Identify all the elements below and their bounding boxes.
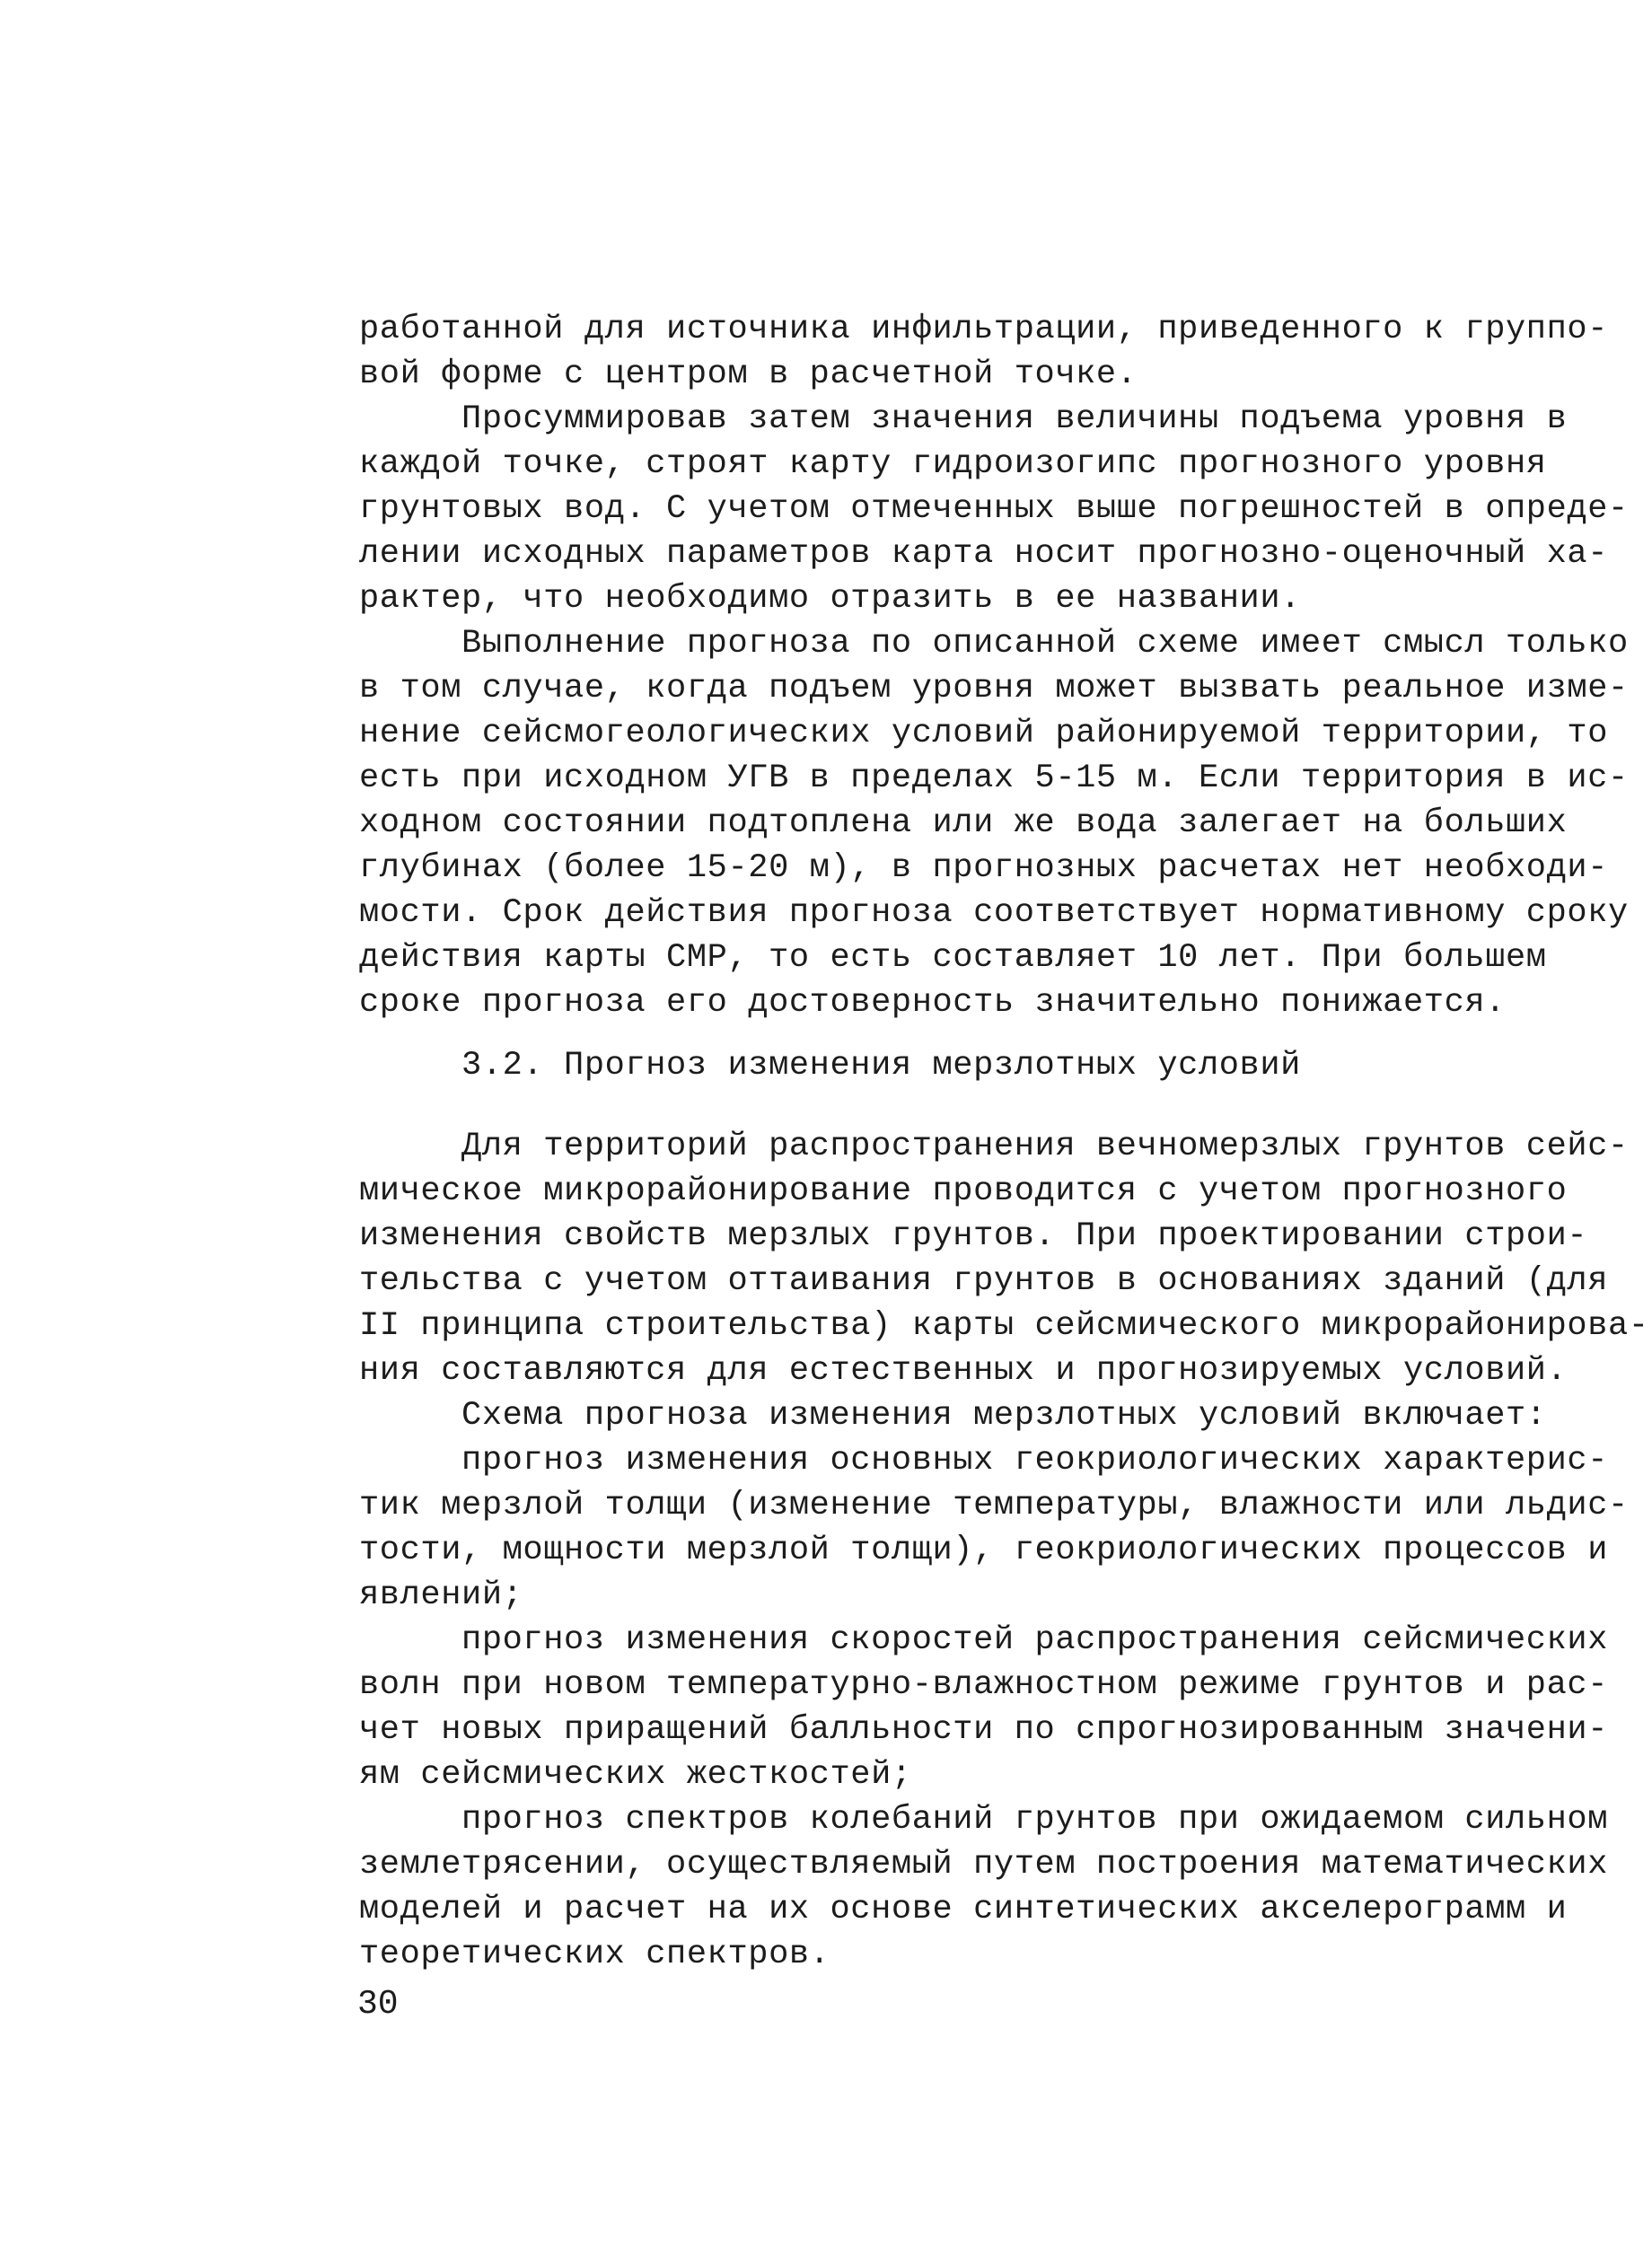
- text-line: Схема прогноза изменения мерзлотных условий включает:: [359, 1397, 1547, 1435]
- section-heading-block: [359, 1043, 1481, 1088]
- text-line: каждой точке, строят карту гидроизогипс прогнозного уровня: [359, 445, 1547, 483]
- text-block-lower: [359, 1124, 1649, 1977]
- text-line: прогноз спектров колебаний грунтов при ожидаемом сильном: [359, 1801, 1609, 1839]
- text-block-upper: [359, 307, 1629, 1025]
- text-line: в том случае, когда подъем уровня может вызвать реальное изме-: [359, 670, 1629, 707]
- text-line: тости, мощности мерзлой толщи), геокриологических процессов и: [359, 1532, 1609, 1569]
- text-line: сроке прогноза его достоверность значительно понижается.: [359, 984, 1507, 1022]
- text-line: грунтовых вод. С учетом отмеченных выше погрешностей в опреде-: [359, 490, 1629, 528]
- paragraph: [359, 621, 1629, 1025]
- text-line: тик мерзлой толщи (изменение температуры, влажности или льдис-: [359, 1487, 1629, 1524]
- text-line: моделей и расчет на их основе синтетических акселерограмм и: [359, 1891, 1568, 1928]
- paragraph-continuation: [359, 307, 1609, 397]
- text-line: глубинах (более 15-20 м), в прогнозных расчетах нет необходи-: [359, 849, 1609, 887]
- list-item: [359, 1797, 1609, 1977]
- paragraph: [359, 397, 1629, 621]
- text-line: действия карты СМР, то есть составляет 10 лет. При большем: [359, 939, 1547, 977]
- paragraph: [359, 1393, 1547, 1438]
- text-line: тельства с учетом оттаивания грунтов в основаниях зданий (для: [359, 1262, 1609, 1300]
- text-line: II принципа строительства) карты сейсмического микрорайонирова-: [359, 1307, 1649, 1345]
- text-line: мическое микрорайонирование проводится с учетом прогнозного: [359, 1172, 1568, 1210]
- text-line: нение сейсмогеологических условий районируемой территории, то: [359, 715, 1609, 752]
- text-line: землетрясении, осуществляемый путем построения математических: [359, 1846, 1609, 1884]
- list-item: [359, 1618, 1609, 1797]
- list-item: [359, 1438, 1629, 1618]
- text-line: чет новых приращений балльности по спрогнозированным значени-: [359, 1711, 1609, 1749]
- text-line: теоретических спектров.: [359, 1936, 830, 1973]
- text-line: Просуммировав затем значения величины подъема уровня в: [359, 400, 1568, 438]
- text-line: рактер, что необходимо отразить в ее названии.: [359, 580, 1301, 618]
- text-line: прогноз изменения скоростей распространения сейсмических: [359, 1621, 1609, 1659]
- text-line: явлений;: [359, 1576, 523, 1614]
- page-number: 30: [357, 1985, 399, 2024]
- text-line: ходном состоянии подтоплена или же вода залегает на больших: [359, 804, 1568, 842]
- text-line: прогноз изменения основных геокриологических характерис-: [359, 1442, 1609, 1480]
- text-line: Для территорий распространения вечномерзлых грунтов сейс-: [359, 1128, 1629, 1165]
- text-line: лении исходных параметров карта носит прогнозно-оценочный ха-: [359, 535, 1609, 573]
- text-line: изменения свойств мерзлых грунтов. При проектировании строи-: [359, 1217, 1588, 1255]
- text-line: ния составляются для естественных и прогнозируемых условий.: [359, 1352, 1568, 1390]
- text-line: волн при новом температурно-влажностном режиме грунтов и рас-: [359, 1666, 1609, 1704]
- text-line: мости. Срок действия прогноза соответствует нормативному сроку: [359, 894, 1629, 932]
- text-line: работанной для источника инфильтрации, приведенного к группо-: [359, 311, 1609, 348]
- text-line: ям сейсмических жесткостей;: [359, 1756, 912, 1794]
- paragraph: [359, 1124, 1649, 1393]
- section-heading: 3.2. Прогноз изменения мерзлотных условий: [359, 1047, 1301, 1084]
- text-line: Выполнение прогноза по описанной схеме имеет смысл только: [359, 625, 1629, 663]
- text-line: есть при исходном УГВ в пределах 5-15 м. Если территория в ис-: [359, 760, 1629, 797]
- text-line: вой форме с центром в расчетной точке.: [359, 356, 1138, 393]
